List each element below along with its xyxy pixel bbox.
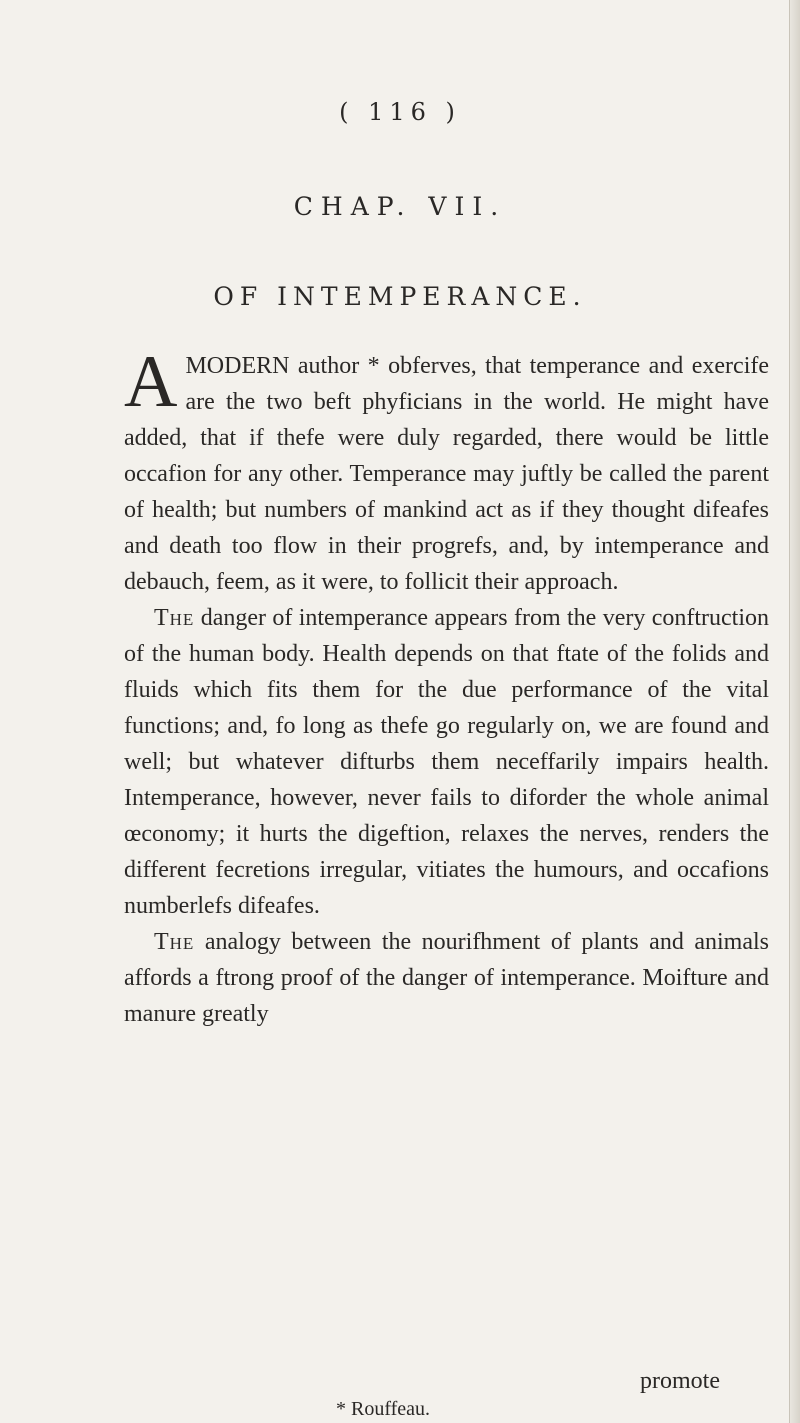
paragraph-3 <box>124 924 769 1032</box>
chapter-heading: CHAP. VII. <box>293 192 507 221</box>
page-number: ( 116 ) <box>339 98 461 126</box>
paragraph-3-lead: The <box>154 929 195 955</box>
footnote: * Rouffeau. <box>336 1398 431 1420</box>
drop-cap: A <box>124 341 178 423</box>
paragraph-2 <box>124 600 769 924</box>
body-text <box>124 341 769 1032</box>
section-title: OF INTEMPERANCE. <box>213 282 587 311</box>
catchword: promote <box>640 1368 720 1394</box>
paragraph-2-text: danger of intemperance appears from the very conftruction of the human body. Health depends on that ftate of the folids and fluids which fits them for the due performance of the vital functions; and, fo long as thefe go regularly on, we are found and well; but whatever difturbs them neceffarily impairs health. Intemperance, however, never fails to diforder the whole animal œconomy; it hurts the digeftion, relaxes the nerves, renders the different fecretions irregular, vitiates the humours, and occafions numberlefs difeafes. <box>124 605 769 919</box>
paragraph-2-lead: The <box>154 605 195 631</box>
paragraph-3-text: analogy between the nourifhment of plants and animals affords a ftrong proof of the danger of intemperance. Moifture and manure greatly <box>124 929 769 1027</box>
paragraph-1-text: MODERN author * obferves, that temperance and exercife are the two beft phyficians in the world. He might have added, that if thefe were duly regarded, there would be little occafion for any other. Temperance may juftly be called the parent of health; but numbers of mankind act as if they thought difeafes and death too flow in their progrefs, and, by intemperance and debauch, feem, as it were, to follicit their approach. <box>124 353 769 595</box>
paragraph-1 <box>124 341 769 600</box>
